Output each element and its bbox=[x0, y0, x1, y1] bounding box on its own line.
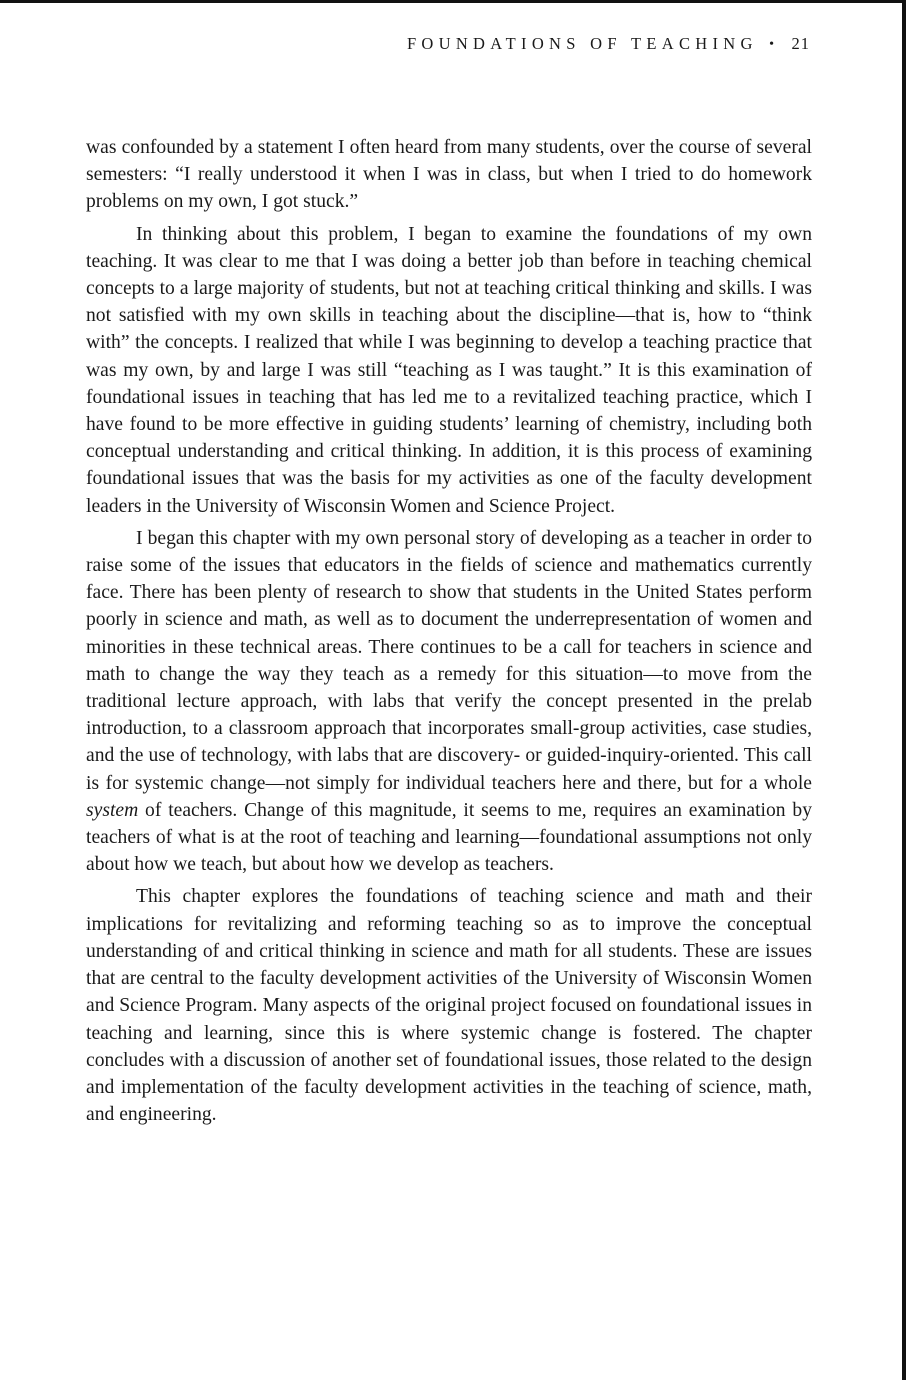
header-separator: • bbox=[769, 37, 775, 52]
page-number: 21 bbox=[791, 34, 810, 53]
paragraph-3-emphasis: system bbox=[86, 799, 139, 821]
body-text bbox=[86, 134, 812, 1128]
running-title: FOUNDATIONS OF TEACHING bbox=[406, 34, 758, 53]
paragraph-3-text-a: I began this chapter with my own personal story of developing as a teacher in order to raise some of the issues that educators in the fields of science and mathematics currently face. There has been plenty of research to show that students in the United States perform poorly in science and math, as well as to document the underrepresentation of women and minorities in these technical areas. There continues to be a call for teachers in science and math to change the way they teach as a remedy for this situation—to move from the traditional lecture approach, with labs that verify the concept presented in the prelab introduction, to a classroom approach that incorporates small-group activities, case studies, and the use of technology, with labs that are discovery- or guided-inquiry-oriented. This call is for systemic change—not simply for individual teachers here and there, but for a whole bbox=[86, 527, 812, 794]
paragraph-3-text-b: of teachers. Change of this magnitude, it seems to me, requires an examination by teachers of what is at the root of teaching and learning—foundational assumptions not only about how we teach, but about how we develop as teachers. bbox=[86, 799, 812, 876]
paragraph-1: was confounded by a statement I often heard from many students, over the course of several semesters: “I really understood it when I was in class, but when I tried to do homework problems on my own, I got stuck.” bbox=[86, 137, 812, 213]
right-edge-rule bbox=[902, 0, 906, 1380]
paragraph-3 bbox=[86, 525, 812, 879]
top-edge-rule bbox=[0, 0, 906, 3]
paragraph-2: In thinking about this problem, I began to examine the foundations of my own teaching. It was clear to me that I was doing a better job than before in teaching chemical concepts to a large majority of students, but not at teaching critical thinking and skills. I was not satisfied with my own skills in teaching about the discipline—that is, how to “think with” the concepts. I realized that while I was beginning to develop a teaching practice that was my own, by and large I was still “teaching as I was taught.” It is this examination of foundational issues in teaching that has led me to a revitalized teaching practice, which I have found to be more effective in guiding students’ learning of chemistry, including both conceptual understanding and critical thinking. In addition, it is this process of examining foundational issues that was the basis for my activities as one of the faculty development leaders in the University of Wisconsin Women and Science Project. bbox=[86, 223, 812, 517]
running-header bbox=[407, 34, 810, 54]
paragraph-4: This chapter explores the foundations of teaching science and math and their implications for revitalizing and reforming teaching so as to improve the conceptual understanding of and critical thinking in science and math for all students. These are issues that are central to the faculty development activities of the University of Wisconsin Women and Science Program. Many aspects of the original project focused on foundational issues in teaching and learning, since this is where systemic change is fostered. The chapter concludes with a discussion of another set of foundational issues, those related to the design and implementation of the faculty development activities in the teaching of science, math, and engineering. bbox=[86, 886, 812, 1126]
